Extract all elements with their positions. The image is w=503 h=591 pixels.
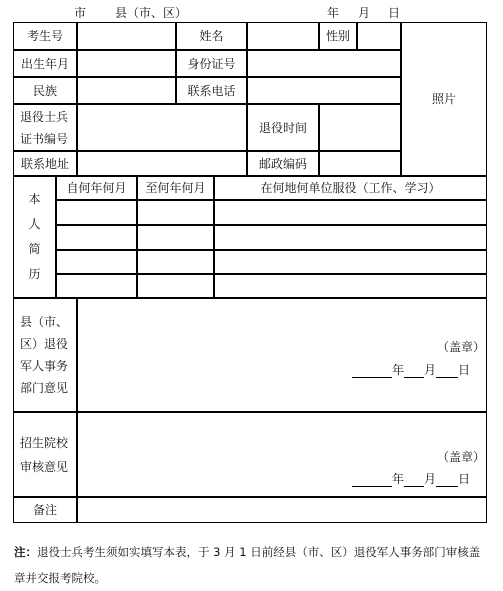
label-birth: 出生年月	[13, 50, 77, 77]
blank-day[interactable]	[436, 472, 458, 487]
label-cert-line1: 退役士兵	[20, 109, 69, 124]
blank-year[interactable]	[352, 363, 392, 378]
field-name[interactable]	[247, 22, 319, 50]
col-header-from: 自何年何月	[56, 176, 137, 200]
college-date	[352, 471, 470, 487]
label-college-opinion	[13, 412, 77, 497]
header-year: 年	[327, 6, 340, 20]
label-county-opinion	[13, 298, 77, 412]
college-opinion-line: 招生院校	[20, 435, 69, 450]
date-month: 月	[424, 363, 437, 377]
date-day: 日	[458, 472, 471, 486]
label-address: 联系地址	[13, 151, 77, 176]
footnote-text: 退役士兵考生须如实填写本表，于 3 月 1 日前经县（市、区）退役军人事务部门审核盖章并交报考院校。	[14, 545, 481, 585]
field-exam-no[interactable]	[77, 22, 176, 50]
footnote-label: 注：	[14, 545, 37, 559]
resume-cell[interactable]	[214, 250, 487, 274]
label-id-no: 身份证号	[176, 50, 247, 77]
date-day: 日	[458, 363, 471, 377]
footnote	[14, 539, 488, 591]
label-resume-text: 本人简历	[28, 192, 41, 281]
label-gender: 性别	[319, 22, 357, 50]
label-cert-line2: 证书编号	[20, 131, 69, 146]
header-day: 日	[388, 6, 401, 20]
col-header-to: 至何年何月	[137, 176, 214, 200]
label-ethnicity: 民族	[13, 77, 77, 104]
label-discharge-time: 退役时间	[247, 104, 319, 151]
header-month: 月	[358, 6, 371, 20]
resume-cell[interactable]	[56, 250, 137, 274]
label-postcode: 邮政编码	[247, 151, 319, 176]
county-opinion-line: 军人事务	[20, 359, 69, 373]
header-county: 县（市、区）	[115, 6, 188, 20]
resume-cell[interactable]	[214, 225, 487, 250]
field-postcode[interactable]	[319, 151, 401, 176]
col-header-where: 在何地何单位服役（工作、学习）	[214, 176, 487, 200]
county-date	[352, 362, 470, 378]
label-exam-no: 考生号	[13, 22, 77, 50]
date-month: 月	[424, 472, 437, 486]
photo-box[interactable]: 照片	[401, 22, 487, 176]
registration-form	[14, 23, 488, 524]
county-opinion-line: 部门意见	[20, 381, 69, 395]
field-county-opinion[interactable]	[77, 298, 487, 412]
resume-cell[interactable]	[214, 274, 487, 298]
label-cert-no	[13, 104, 77, 151]
label-name: 姓名	[176, 22, 247, 50]
blank-day[interactable]	[436, 363, 458, 378]
field-cert-no[interactable]	[77, 104, 247, 151]
resume-cell[interactable]	[137, 250, 214, 274]
field-birth[interactable]	[77, 50, 176, 77]
blank-month[interactable]	[404, 472, 424, 487]
field-gender[interactable]	[357, 22, 401, 50]
county-opinion-line: 区）退役	[20, 337, 69, 351]
resume-cell[interactable]	[137, 274, 214, 298]
college-opinion-line: 审核意见	[20, 459, 69, 474]
header-city: 市	[74, 6, 87, 20]
field-phone[interactable]	[247, 77, 401, 104]
date-year: 年	[392, 363, 405, 377]
field-college-opinion[interactable]	[77, 412, 487, 497]
label-phone: 联系电话	[176, 77, 247, 104]
college-seal: （盖章）	[437, 450, 486, 464]
field-remarks[interactable]	[77, 497, 487, 523]
resume-cell[interactable]	[56, 200, 137, 225]
field-address[interactable]	[77, 151, 247, 176]
field-discharge-time[interactable]	[319, 104, 401, 151]
resume-cell[interactable]	[56, 225, 137, 250]
label-remarks: 备注	[13, 497, 77, 523]
blank-month[interactable]	[404, 363, 424, 378]
field-id-no[interactable]	[247, 50, 401, 77]
label-resume	[13, 176, 56, 298]
date-year: 年	[392, 472, 405, 486]
field-ethnicity[interactable]	[77, 77, 176, 104]
blank-year[interactable]	[352, 472, 392, 487]
county-seal: （盖章）	[437, 340, 486, 354]
resume-cell[interactable]	[56, 274, 137, 298]
resume-cell[interactable]	[214, 200, 487, 225]
resume-cell[interactable]	[137, 200, 214, 225]
county-opinion-line: 县（市、	[20, 315, 69, 329]
resume-cell[interactable]	[137, 225, 214, 250]
